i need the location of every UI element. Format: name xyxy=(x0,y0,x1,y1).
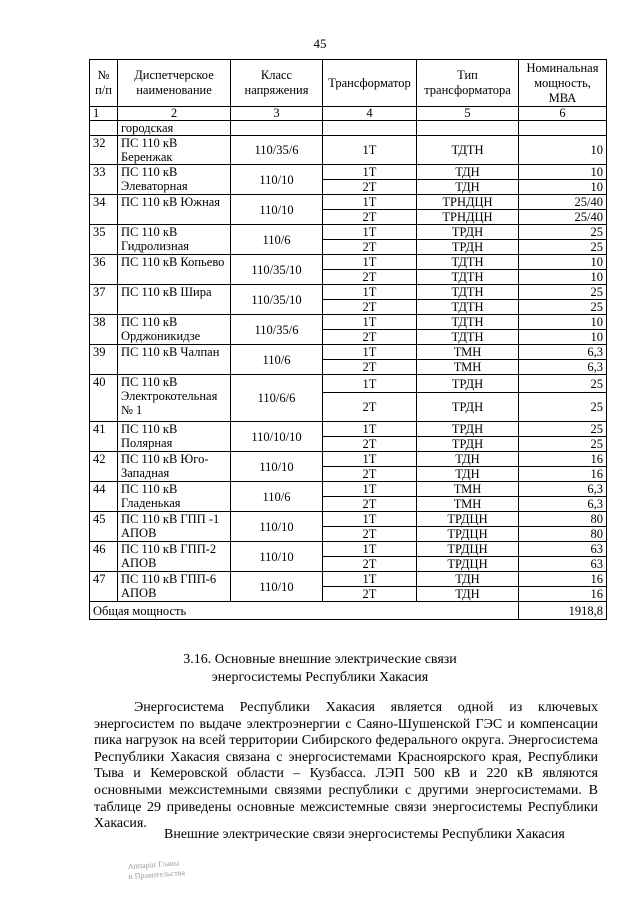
cell-num: 41 xyxy=(90,422,118,452)
cell-transformer: 1Т xyxy=(323,315,417,330)
section-heading-line1: 3.16. Основные внешние электрические связи xyxy=(183,652,457,667)
cell-voltage: 110/10 xyxy=(231,165,323,195)
cell-type: ТРДЦН xyxy=(417,527,519,542)
cell-power: 16 xyxy=(519,572,607,587)
cell-power: 25 xyxy=(519,285,607,300)
cell-transformer: 1Т xyxy=(323,572,417,587)
total-value: 1918,8 xyxy=(519,602,607,620)
cell-name: ПС 110 кВ Гладенькая xyxy=(118,482,231,512)
column-number: 1 xyxy=(90,107,118,121)
cell-num: 34 xyxy=(90,195,118,225)
cell-power: 25 xyxy=(519,437,607,452)
header-voltage: Класс напряжения xyxy=(231,60,323,107)
cell-transformer: 1Т xyxy=(323,285,417,300)
table-row xyxy=(90,375,607,393)
cell-transformer: 1Т xyxy=(323,452,417,467)
total-row xyxy=(90,602,607,620)
cell-power: 25 xyxy=(519,393,607,422)
cell-num: 36 xyxy=(90,255,118,285)
cell-power: 16 xyxy=(519,587,607,602)
cell-transformer: 2Т xyxy=(323,240,417,255)
cell-transformer: 2Т xyxy=(323,180,417,195)
table-row xyxy=(90,452,607,467)
cell-power: 6,3 xyxy=(519,497,607,512)
cell-transformer: 2Т xyxy=(323,527,417,542)
cell-type: ТДН xyxy=(417,165,519,180)
cell-transformer: 1Т xyxy=(323,345,417,360)
cell-name: ПС 110 кВ ГПП -1 АПОВ xyxy=(118,512,231,542)
cell-power: 16 xyxy=(519,467,607,482)
cell-num: 38 xyxy=(90,315,118,345)
cell-type: ТРДЦН xyxy=(417,542,519,557)
cell-power: 25 xyxy=(519,422,607,437)
cell-type: ТМН xyxy=(417,482,519,497)
cell-transformer: 2Т xyxy=(323,467,417,482)
cell-voltage: 110/35/6 xyxy=(231,315,323,345)
cell-transformer: 1Т xyxy=(323,255,417,270)
cell-type: ТДТН xyxy=(417,270,519,285)
cell-transformer: 2Т xyxy=(323,437,417,452)
cell-power: 6,3 xyxy=(519,482,607,497)
table-caption: Внешние электрические связи энергосистемы Республики Хакасия xyxy=(164,827,565,842)
cell-type: ТМН xyxy=(417,360,519,375)
cell-transformer: 2Т xyxy=(323,587,417,602)
table-row xyxy=(90,315,607,330)
cell-transformer: 1Т xyxy=(323,422,417,437)
cell-num: 40 xyxy=(90,375,118,422)
cell-voltage: 110/6/6 xyxy=(231,375,323,422)
cell-type: ТРДН xyxy=(417,437,519,452)
header-num: № п/п xyxy=(90,60,118,107)
cell-power: 25/40 xyxy=(519,195,607,210)
cell-transformer: 2Т xyxy=(323,330,417,345)
cell-type: ТДН xyxy=(417,180,519,195)
table-row xyxy=(90,572,607,587)
cell-num: 37 xyxy=(90,285,118,315)
cell-transformer: 1Т xyxy=(323,542,417,557)
table-row xyxy=(90,255,607,270)
continuation-row xyxy=(90,121,607,136)
cell-num: 46 xyxy=(90,542,118,572)
table-row xyxy=(90,285,607,300)
column-number: 4 xyxy=(323,107,417,121)
cell-num: 32 xyxy=(90,136,118,165)
cell-power: 63 xyxy=(519,542,607,557)
table-row xyxy=(90,345,607,360)
header-power: Номинальная мощность, МВА xyxy=(519,60,607,107)
cell-name: ПС 110 кВ Чалпан xyxy=(118,345,231,375)
table-row xyxy=(90,165,607,180)
cell-voltage: 110/10 xyxy=(231,572,323,602)
header-name: Диспетчерское наименование xyxy=(118,60,231,107)
cell-name: ПС 110 кВ Беренжак xyxy=(118,136,231,165)
cell-transformer: 2Т xyxy=(323,393,417,422)
cell-power: 16 xyxy=(519,452,607,467)
cell-name: ПС 110 кВ ГПП-6 АПОВ xyxy=(118,572,231,602)
section-heading-line2: энергосистемы Республики Хакасия xyxy=(211,670,429,685)
cell-power: 80 xyxy=(519,512,607,527)
cell-power: 25 xyxy=(519,375,607,393)
stamp-line1: Аппарат Главы xyxy=(127,858,180,871)
cell-power: 25 xyxy=(519,240,607,255)
table-header-row xyxy=(90,60,607,107)
table-row xyxy=(90,225,607,240)
cell-power: 10 xyxy=(519,165,607,180)
cell-transformer: 1Т xyxy=(323,165,417,180)
cell-voltage: 110/35/6 xyxy=(231,136,323,165)
cell-voltage: 110/10 xyxy=(231,195,323,225)
cell-transformer: 2Т xyxy=(323,300,417,315)
cell-type: ТМН xyxy=(417,345,519,360)
cell-name: ПС 110 кВ ГПП-2 АПОВ xyxy=(118,542,231,572)
cell-voltage: 110/10 xyxy=(231,512,323,542)
cell-power: 25 xyxy=(519,225,607,240)
header-type: Тип трансформатора xyxy=(417,60,519,107)
cell-num: 42 xyxy=(90,452,118,482)
cell-power: 6,3 xyxy=(519,360,607,375)
cell-name: ПС 110 кВ Электрокотельная № 1 xyxy=(118,375,231,422)
cell-num: 47 xyxy=(90,572,118,602)
cell-name: ПС 110 кВ Шира xyxy=(118,285,231,315)
cell-voltage: 110/6 xyxy=(231,482,323,512)
cell-transformer: 1Т xyxy=(323,195,417,210)
cell-voltage: 110/10/10 xyxy=(231,422,323,452)
continuation-name: городская xyxy=(118,121,231,136)
cell-num: 33 xyxy=(90,165,118,195)
cell-transformer: 1Т xyxy=(323,482,417,497)
stamp xyxy=(127,858,185,882)
cell-name: ПС 110 кВ Орджоникидзе xyxy=(118,315,231,345)
section-heading xyxy=(0,651,640,687)
cell-voltage: 110/10 xyxy=(231,542,323,572)
cell-type: ТДТН xyxy=(417,315,519,330)
cell-name: ПС 110 кВ Южная xyxy=(118,195,231,225)
cell-type: ТДН xyxy=(417,587,519,602)
cell-type: ТРДН xyxy=(417,393,519,422)
cell-transformer: 2Т xyxy=(323,270,417,285)
cell-voltage: 110/35/10 xyxy=(231,285,323,315)
column-number: 6 xyxy=(519,107,607,121)
cell-type: ТДТН xyxy=(417,255,519,270)
cell-type: ТРДЦН xyxy=(417,512,519,527)
cell-power: 10 xyxy=(519,270,607,285)
table-row xyxy=(90,195,607,210)
cell-type: ТДТН xyxy=(417,300,519,315)
header-transformer: Трансформатор xyxy=(323,60,417,107)
cell-type: ТДТН xyxy=(417,285,519,300)
table-row xyxy=(90,512,607,527)
cell-voltage: 110/6 xyxy=(231,225,323,255)
cell-transformer: 1Т xyxy=(323,225,417,240)
table-row xyxy=(90,136,607,165)
cell-type: ТДН xyxy=(417,452,519,467)
cell-name: ПС 110 кВ Юго-Западная xyxy=(118,452,231,482)
table-row xyxy=(90,542,607,557)
cell-name: ПС 110 кВ Элеваторная xyxy=(118,165,231,195)
cell-power: 10 xyxy=(519,315,607,330)
cell-type: ТРДН xyxy=(417,240,519,255)
cell-type: ТРДН xyxy=(417,422,519,437)
cell-type: ТМН xyxy=(417,497,519,512)
cell-name: ПС 110 кВ Гидролизная xyxy=(118,225,231,255)
transformer-table xyxy=(89,59,607,620)
page-number: 45 xyxy=(313,36,327,51)
cell-transformer: 1Т xyxy=(323,512,417,527)
cell-voltage: 110/6 xyxy=(231,345,323,375)
cell-transformer: 1Т xyxy=(323,136,417,165)
cell-transformer: 1Т xyxy=(323,375,417,393)
cell-power: 25/40 xyxy=(519,210,607,225)
column-number: 2 xyxy=(118,107,231,121)
cell-transformer: 2Т xyxy=(323,557,417,572)
cell-type: ТРДЦН xyxy=(417,557,519,572)
cell-power: 10 xyxy=(519,255,607,270)
cell-name: ПС 110 кВ Полярная xyxy=(118,422,231,452)
total-label: Общая мощность xyxy=(90,602,519,620)
cell-transformer: 2Т xyxy=(323,497,417,512)
cell-num: 39 xyxy=(90,345,118,375)
cell-power: 80 xyxy=(519,527,607,542)
cell-type: ТДН xyxy=(417,572,519,587)
cell-transformer: 2Т xyxy=(323,360,417,375)
cell-type: ТРНДЦН xyxy=(417,195,519,210)
cell-voltage: 110/35/10 xyxy=(231,255,323,285)
column-number: 3 xyxy=(231,107,323,121)
cell-num: 45 xyxy=(90,512,118,542)
cell-transformer: 2Т xyxy=(323,210,417,225)
cell-type: ТДТН xyxy=(417,136,519,165)
cell-power: 10 xyxy=(519,136,607,165)
cell-type: ТРДН xyxy=(417,225,519,240)
cell-num: 44 xyxy=(90,482,118,512)
cell-power: 63 xyxy=(519,557,607,572)
stamp-line2: и Правительства xyxy=(128,868,186,881)
cell-voltage: 110/10 xyxy=(231,452,323,482)
table-row xyxy=(90,482,607,497)
cell-power: 25 xyxy=(519,300,607,315)
section-paragraph: Энергосистема Республики Хакасия является одной из ключевых энергосистем по выдаче электроэнергии с Саяно-Шушенской ГЭС и компенсации пика нагрузок на всей территории Сибирского федерального округа. Энергосистема Республики Хакасия связана с энергосистемами Красноярского края, Республики Тыва и Кемеровской области – Кузбасса. ЛЭП 500 кВ и 220 кВ являются основными межсистемными связями республики с другими энергосистемами. В таблице 29 приведены основные межсистемные связи энергосистемы Республики Хакасия. xyxy=(94,700,598,832)
cell-name: ПС 110 кВ Копьево xyxy=(118,255,231,285)
cell-type: ТДТН xyxy=(417,330,519,345)
column-number: 5 xyxy=(417,107,519,121)
cell-type: ТРДН xyxy=(417,375,519,393)
cell-type: ТРНДЦН xyxy=(417,210,519,225)
cell-power: 10 xyxy=(519,330,607,345)
cell-type: ТДН xyxy=(417,467,519,482)
cell-power: 6,3 xyxy=(519,345,607,360)
column-number-row xyxy=(90,107,607,121)
table-row xyxy=(90,422,607,437)
cell-num: 35 xyxy=(90,225,118,255)
cell-power: 10 xyxy=(519,180,607,195)
